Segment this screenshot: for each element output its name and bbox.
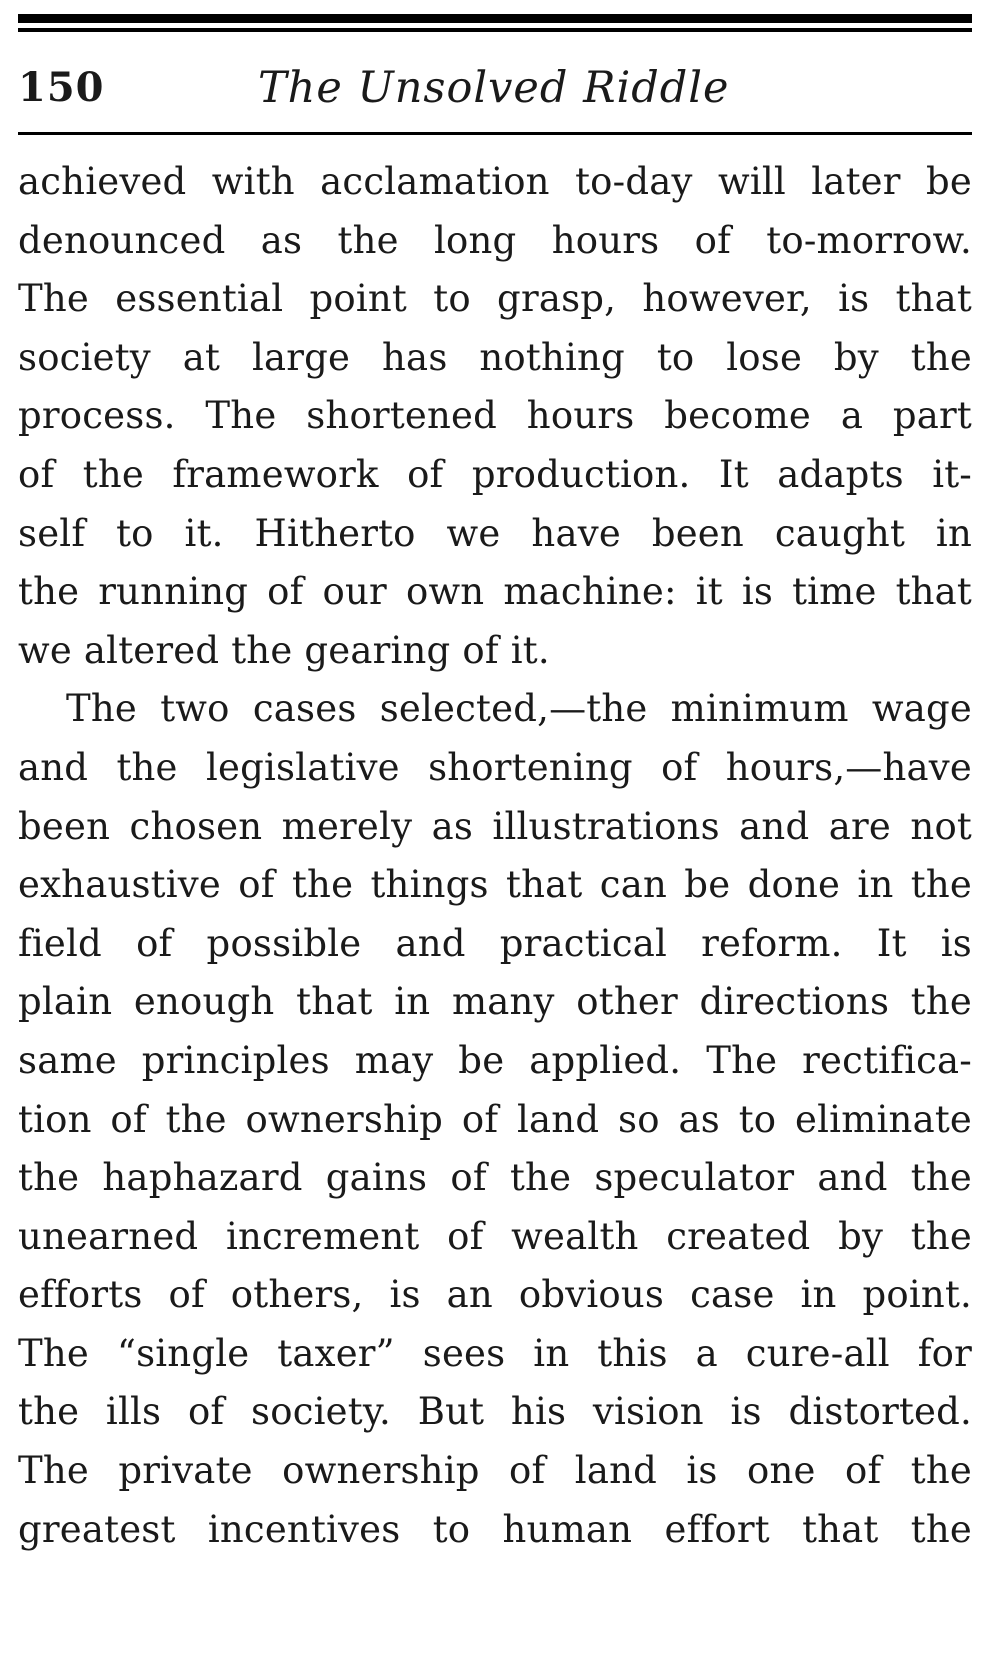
text-line: exhaustive of the things that can be done in the [18,863,972,907]
paragraph-1 [18,153,972,680]
paragraph-2 [18,680,972,1559]
page-number: 150 [18,64,105,111]
text-line: been chosen merely as illustrations and are not [18,804,972,848]
text-line: The private ownership of land is one of the [18,1449,972,1493]
text-line: the running of our own machine: it is time that [18,570,972,614]
text-line: same principles may be applied. The rectifica- [18,1038,972,1082]
text-line: unearned increment of wealth created by the [18,1214,972,1258]
text-line: The essential point to grasp, however, is that [18,277,972,321]
text-line: society at large has nothing to lose by the [18,335,972,379]
header-bottom-rule [18,132,972,135]
running-title: The Unsolved Riddle [258,63,730,113]
text-line: achieved with acclamation to-day will later be [18,160,972,203]
text-line: greatest incentives to human effort that the [18,1507,972,1551]
text-line: and the legislative shortening of hours,—have [18,745,972,789]
text-line: tion of the ownership of land so as to eliminate [18,1097,972,1141]
text-line: self to it. Hitherto we have been caught in [18,511,972,555]
running-header [18,58,972,118]
text-line: process. The shortened hours become a part [18,394,972,438]
header-top-rule [18,14,972,23]
text-line: The “single taxer” sees in this a cure-all for [18,1331,972,1375]
text-line: the ills of society. But his vision is distorted. [18,1390,972,1434]
text-line: denounced as the long hours of to-morrow. [18,218,972,262]
text-line: The two cases selected,—the minimum wage [66,687,972,731]
text-line: we altered the gearing of it. [18,628,550,672]
text-line: field of possible and practical reform. It is [18,921,972,965]
body-text [18,153,972,1559]
text-line: of the framework of production. It adapts it- [18,452,972,496]
header-top-thin-rule [18,28,972,32]
text-line: efforts of others, is an obvious case in point. [18,1273,972,1317]
text-line: the haphazard gains of the speculator and the [18,1156,972,1200]
text-line: plain enough that in many other directions the [18,980,972,1024]
